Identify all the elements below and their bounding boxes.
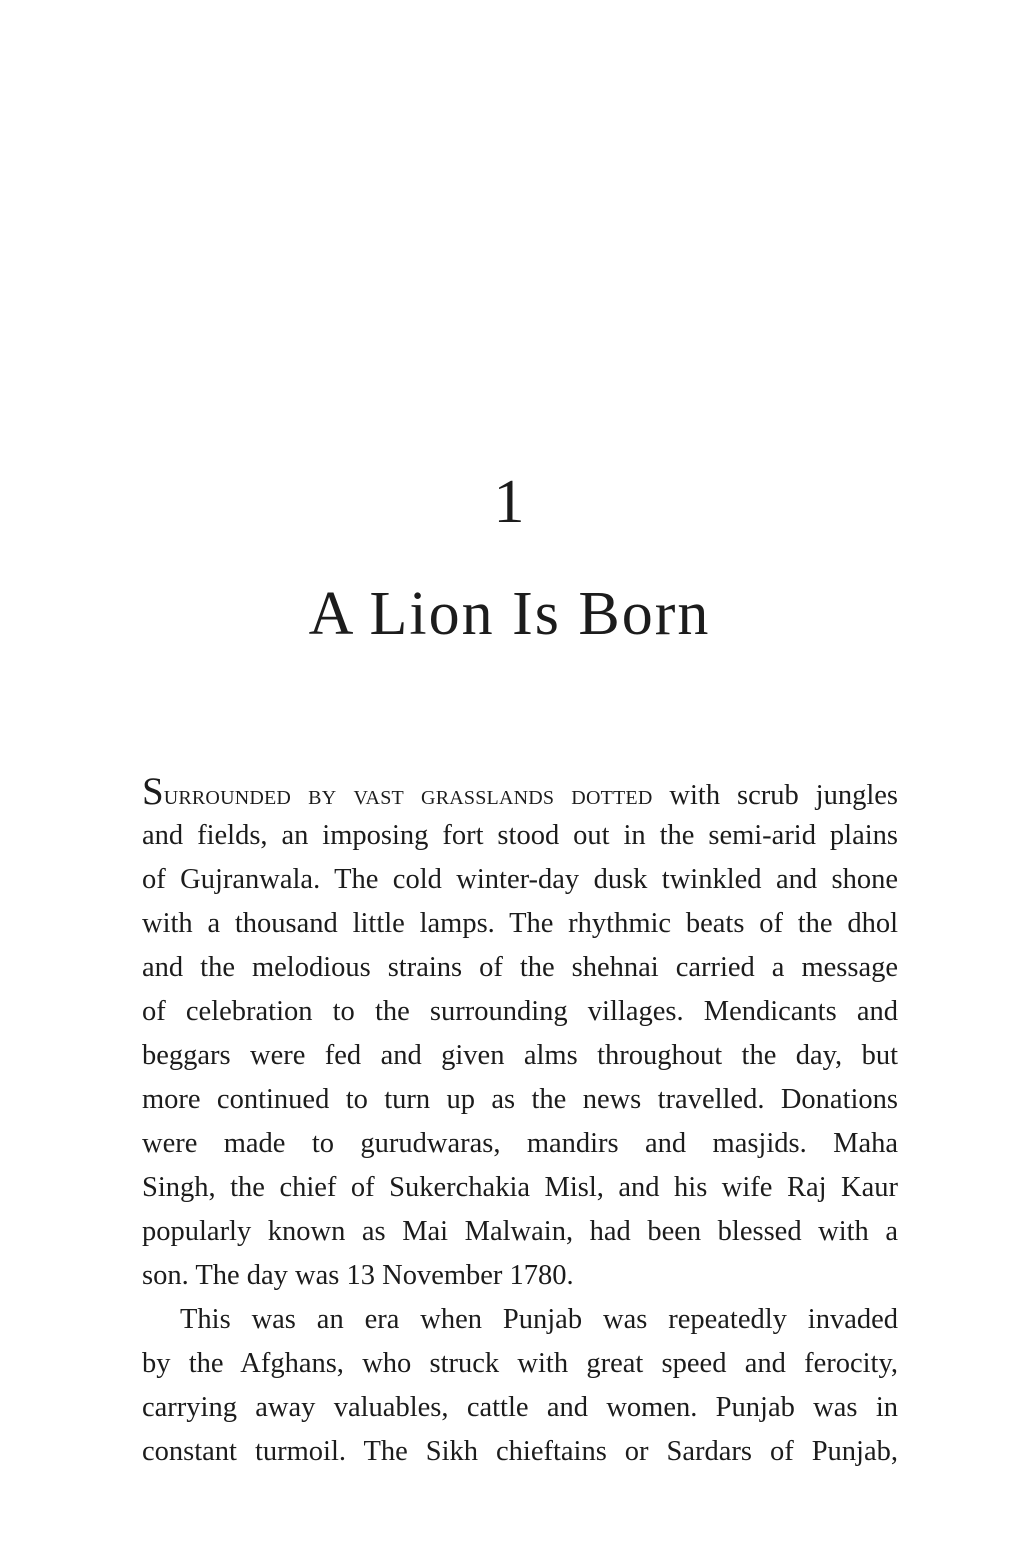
text-line: by the Afghans, who struck with great speed and ferocity, bbox=[142, 1348, 898, 1379]
paragraph-2 bbox=[142, 1298, 898, 1474]
text-line: with a thousand little lamps. The rhythmic beats of the dhol bbox=[142, 908, 898, 939]
text-line: of celebration to the surrounding villages. Mendicants and bbox=[142, 996, 898, 1027]
chapter-number: 1 bbox=[493, 468, 526, 536]
text-line: carrying away valuables, cattle and women. Punjab was in bbox=[142, 1392, 898, 1423]
text-line: were made to gurudwaras, mandirs and masjids. Maha bbox=[142, 1128, 898, 1159]
text-line: of Gujranwala. The cold winter-day dusk twinkled and shone bbox=[142, 864, 898, 895]
text-line bbox=[142, 770, 898, 814]
text-line: Singh, the chief of Sukerchakia Misl, and his wife Raj Kaur bbox=[142, 1172, 898, 1203]
text-line: constant turmoil. The Sikh chieftains or Sardars of Punjab, bbox=[142, 1436, 898, 1467]
text-line: This was an era when Punjab was repeatedly invaded bbox=[180, 1304, 898, 1335]
text-line: and fields, an imposing fort stood out in the semi-arid plains bbox=[142, 820, 898, 851]
text-line: and the melodious strains of the shehnai carried a message bbox=[142, 952, 898, 983]
text-line: popularly known as Mai Malwain, had been blessed with a bbox=[142, 1216, 898, 1247]
paragraph-1 bbox=[142, 770, 898, 1298]
text-line: son. The day was 13 November 1780. bbox=[142, 1260, 574, 1291]
drop-cap: S bbox=[142, 770, 164, 813]
text-line-rest: with scrub jungles bbox=[652, 780, 898, 811]
text-line: more continued to turn up as the news travelled. Donations bbox=[142, 1084, 898, 1115]
small-caps-lead: urrounded by vast grasslands dotted bbox=[163, 780, 653, 811]
text-line: beggars were fed and given alms throughout the day, but bbox=[142, 1040, 898, 1071]
body-text bbox=[142, 770, 898, 1474]
chapter-title: A Lion Is Born bbox=[308, 580, 711, 648]
